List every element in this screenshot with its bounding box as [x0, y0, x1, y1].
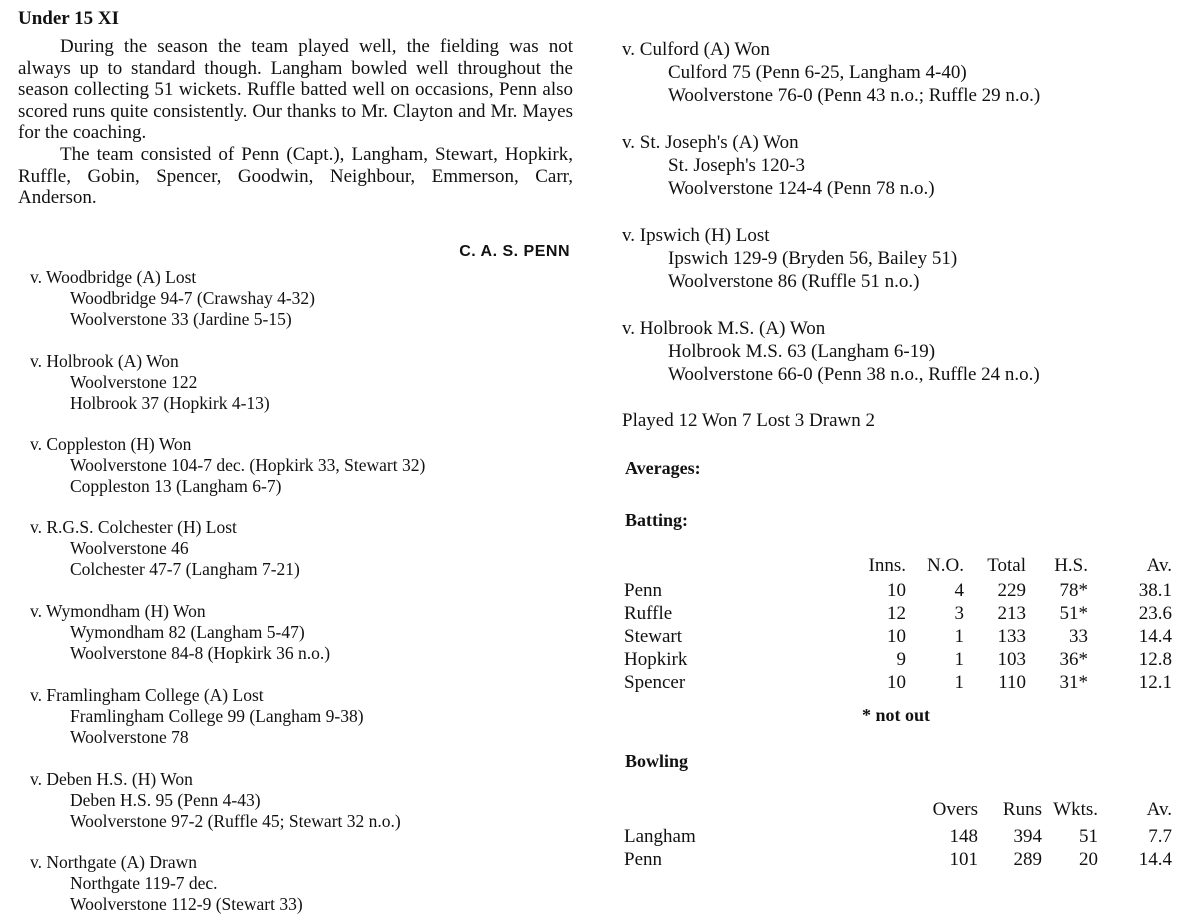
table-row	[624, 848, 1172, 871]
table-cell: 394	[1013, 825, 1042, 847]
table-cell: 12.8	[1138, 648, 1172, 670]
table-cell: 1	[954, 671, 964, 693]
match-title: v. Woodbridge (A) Lost	[30, 267, 197, 287]
match-score: Woolverstone 84-8 (Hopkirk 36 n.o.)	[70, 643, 331, 663]
table-cell: 10	[887, 671, 906, 693]
player-name: Langham	[624, 825, 696, 847]
table-cell: 103	[997, 648, 1026, 670]
match-score: Woolverstone 112-9 (Stewart 33)	[70, 894, 303, 914]
match-title: v. R.G.S. Colchester (H) Lost	[30, 517, 237, 537]
column-header: Inns.	[868, 555, 906, 576]
table-cell: 3	[954, 602, 964, 624]
table-cell: 148	[949, 825, 978, 847]
table-row	[624, 825, 1172, 848]
section-heading: Under 15 XI	[18, 8, 119, 29]
table-cell: 110	[998, 671, 1026, 693]
match-score: Woolverstone 66-0 (Penn 38 n.o., Ruffle 24 n.o.)	[668, 364, 1040, 385]
table-cell: 9	[896, 648, 906, 670]
table-cell: 20	[1079, 848, 1098, 870]
table-cell: 101	[949, 848, 978, 870]
table-row	[624, 671, 1172, 694]
match-score: Northgate 119-7 dec.	[70, 873, 218, 893]
table-cell: 51	[1079, 825, 1098, 847]
match-holbrook	[30, 351, 270, 414]
column-header: Av.	[1146, 799, 1172, 820]
match-score: St. Joseph's 120-3	[668, 155, 805, 176]
match-score: Woodbridge 94-7 (Crawshay 4-32)	[70, 288, 315, 308]
table-cell: 12.1	[1138, 671, 1172, 693]
signature: C. A. S. PENN	[459, 243, 570, 260]
match-score: Woolverstone 46	[70, 538, 189, 558]
table-cell: 51*	[1059, 602, 1088, 624]
player-name: Penn	[624, 579, 662, 601]
column-header: Av.	[1146, 555, 1172, 576]
match-score: Woolverstone 124-4 (Penn 78 n.o.)	[668, 178, 935, 199]
column-header: Runs	[1002, 799, 1042, 820]
player-name: Hopkirk	[624, 648, 688, 670]
column-header: Overs	[932, 799, 978, 820]
table-cell: 38.1	[1138, 579, 1172, 601]
table-row	[624, 579, 1172, 602]
match-culford	[622, 38, 1040, 107]
match-score: Woolverstone 76-0 (Penn 43 n.o.; Ruffle 29 n.o.)	[668, 85, 1041, 106]
match-ipswich	[622, 224, 957, 293]
intro-paragraph-1: During the season the team played well, the fielding was not always up to standard though. Langham bowled well throughout the season collecting 51 wickets. Ruffle batted well on occasions, Penn also scored runs quite consistently. Our thanks to Mr. Clayton and Mr. Mayes for the coaching.	[18, 36, 573, 144]
match-st-josephs	[622, 131, 935, 200]
table-cell: 133	[997, 625, 1026, 647]
match-score: Woolverstone 33 (Jardine 5-15)	[70, 309, 292, 329]
match-score: Woolverstone 97-2 (Ruffle 45; Stewart 32 n.o.)	[70, 811, 401, 831]
match-score: Woolverstone 104-7 dec. (Hopkirk 33, Stewart 32)	[70, 455, 426, 475]
season-summary: Played 12 Won 7 Lost 3 Drawn 2	[622, 410, 876, 431]
player-name: Spencer	[624, 671, 686, 693]
column-header: Total	[987, 555, 1026, 576]
match-title: v. Culford (A) Won	[622, 39, 770, 60]
intro-paragraph-2: The team consisted of Penn (Capt.), Langham, Stewart, Hopkirk, Ruffle, Gobin, Spencer, Goodwin, Neighbour, Emmerson, Carr, Anderson.	[18, 143, 573, 209]
match-score: Wymondham 82 (Langham 5-47)	[70, 622, 305, 642]
table-cell: 31*	[1059, 671, 1088, 693]
bowling-table	[624, 795, 1172, 871]
bowling-header-row	[624, 795, 1172, 825]
table-row	[624, 648, 1172, 671]
table-cell: 289	[1013, 848, 1042, 870]
batting-header-row	[624, 553, 1172, 579]
match-title: v. St. Joseph's (A) Won	[622, 132, 799, 153]
batting-heading: Batting:	[625, 510, 688, 530]
match-title: v. Holbrook (A) Won	[30, 351, 179, 371]
match-score: Colchester 47-7 (Langham 7-21)	[70, 559, 300, 579]
match-score: Woolverstone 122	[70, 372, 198, 392]
not-out-note: * not out	[862, 705, 931, 725]
player-name: Ruffle	[624, 602, 673, 624]
column-header: H.S.	[1054, 555, 1088, 576]
table-cell: 12	[887, 602, 906, 624]
match-holbrook-ms	[622, 317, 1040, 386]
match-rgs-colchester	[30, 517, 300, 580]
match-northgate	[30, 852, 303, 915]
match-title: v. Northgate (A) Drawn	[30, 852, 198, 872]
match-score: Deben H.S. 95 (Penn 4-43)	[70, 790, 261, 810]
table-row	[624, 625, 1172, 648]
player-name: Penn	[624, 848, 662, 870]
table-cell: 14.4	[1138, 625, 1172, 647]
match-score: Woolverstone 86 (Ruffle 51 n.o.)	[668, 271, 920, 292]
match-score: Framlingham College 99 (Langham 9-38)	[70, 706, 364, 726]
match-title: v. Ipswich (H) Lost	[622, 225, 770, 246]
match-score: Coppleston 13 (Langham 6-7)	[70, 476, 282, 496]
table-cell: 78*	[1059, 579, 1088, 601]
table-cell: 229	[997, 579, 1026, 601]
match-score: Woolverstone 78	[70, 727, 189, 747]
intro-text	[18, 36, 573, 209]
table-cell: 23.6	[1138, 602, 1172, 624]
table-cell: 10	[887, 625, 906, 647]
table-cell: 213	[997, 602, 1026, 624]
table-cell: 1	[954, 648, 964, 670]
batting-table	[624, 553, 1172, 694]
match-framlingham	[30, 685, 364, 748]
table-cell: 14.4	[1138, 848, 1172, 870]
table-cell: 10	[887, 579, 906, 601]
bowling-heading: Bowling	[625, 751, 689, 771]
column-header: N.O.	[927, 555, 964, 576]
match-score: Holbrook M.S. 63 (Langham 6-19)	[668, 341, 936, 362]
match-wymondham	[30, 601, 330, 664]
match-title: v. Coppleston (H) Won	[30, 434, 192, 454]
table-cell: 36*	[1059, 648, 1088, 670]
match-title: v. Deben H.S. (H) Won	[30, 769, 193, 789]
match-coppleston	[30, 434, 425, 497]
match-title: v. Framlingham College (A) Lost	[30, 685, 264, 705]
match-score: Ipswich 129-9 (Bryden 56, Bailey 51)	[668, 248, 958, 269]
match-woodbridge	[30, 267, 315, 330]
averages-heading: Averages:	[625, 458, 701, 478]
match-title: v. Holbrook M.S. (A) Won	[622, 318, 826, 339]
table-cell: 33	[1069, 625, 1088, 647]
table-cell: 7.7	[1148, 825, 1172, 847]
match-deben	[30, 769, 401, 832]
player-name: Stewart	[624, 625, 683, 647]
match-score: Holbrook 37 (Hopkirk 4-13)	[70, 393, 270, 413]
match-score: Culford 75 (Penn 6-25, Langham 4-40)	[668, 62, 967, 83]
column-header: Wkts.	[1053, 799, 1098, 820]
table-row	[624, 602, 1172, 625]
table-cell: 4	[954, 579, 964, 601]
table-cell: 1	[954, 625, 964, 647]
match-title: v. Wymondham (H) Won	[30, 601, 206, 621]
